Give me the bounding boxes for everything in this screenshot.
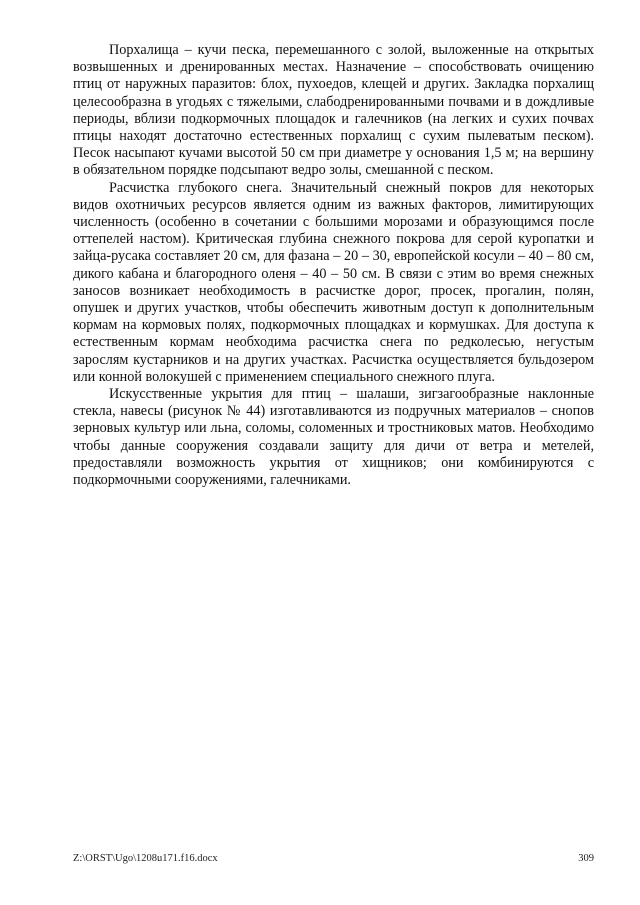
paragraph-bird-shelters: Искусственные укрытия для птиц – шалаши, зигзагообразные наклонные стекла, навесы (рисунок № 44) изготавливаются из подручных материалов – снопов зерновых культур или льна, соломы, соломенных и тростниковых матов. Необходимо чтобы данные сооружения создавали защиту для дичи от ветра и метелей, предоставляли возможность укрытия от хищников; они комбинируются с подкормочными сооружениями, галечниками. bbox=[73, 386, 594, 489]
document-body bbox=[73, 42, 594, 489]
paragraph-snow-clearing: Расчистка глубокого снега. Значительный снежный покров для некоторых видов охотничьих ресурсов является одним из важных факторов, лимитирующих численность (особенно в сочетании с большими морозами и образующимся после оттепелей настом). Критическая глубина снежного покрова для серой куропатки и зайца-русака составляет 20 см, для фазана – 20 – 30, европейской косули – 40 – 80 см, дикого кабана и благородного оленя – 40 – 50 см. В связи с этим во время снежных заносов возникает необходимость в расчистке дорог, просек, прогалин, полян, опушек и других участков, чтобы обеспечить животным доступ к дополнительным кормам на кормовых полях, подкормочных площадках и кормушках. Для доступа к естественным кормам необходима расчистка снега по редколесью, негустым зарослям кустарников и на других участках. Расчистка осуществляется бульдозером или конной волокушей с применением специального снежного плуга. bbox=[73, 179, 594, 385]
footer-file-path: Z:\ORST\Ugo\1208u171.f16.docx bbox=[73, 853, 218, 864]
paragraph-dust-baths: Порхалища – кучи песка, перемешанного с золой, выложенные на открытых возвышенных и дренированных местах. Назначение – способствовать очищению птиц от наружных паразитов: блох, пухоедов, клещей и других. Закладка порхалищ целесообразна в угодьях с тяжелыми, слабодренированными почвами и в дождливые периоды, вблизи подкормочных площадок и галечников (на легких и сухих почвах птицы находят достаточно естественных порхалищ с сухим пылеватым песком). Песок насыпают кучами высотой 50 см при диаметре у основания 1,5 м; на вершину в обязательном порядке подсыпают ведро золы, смешанной с песком. bbox=[73, 42, 594, 179]
footer-page-number: 309 bbox=[578, 853, 594, 864]
